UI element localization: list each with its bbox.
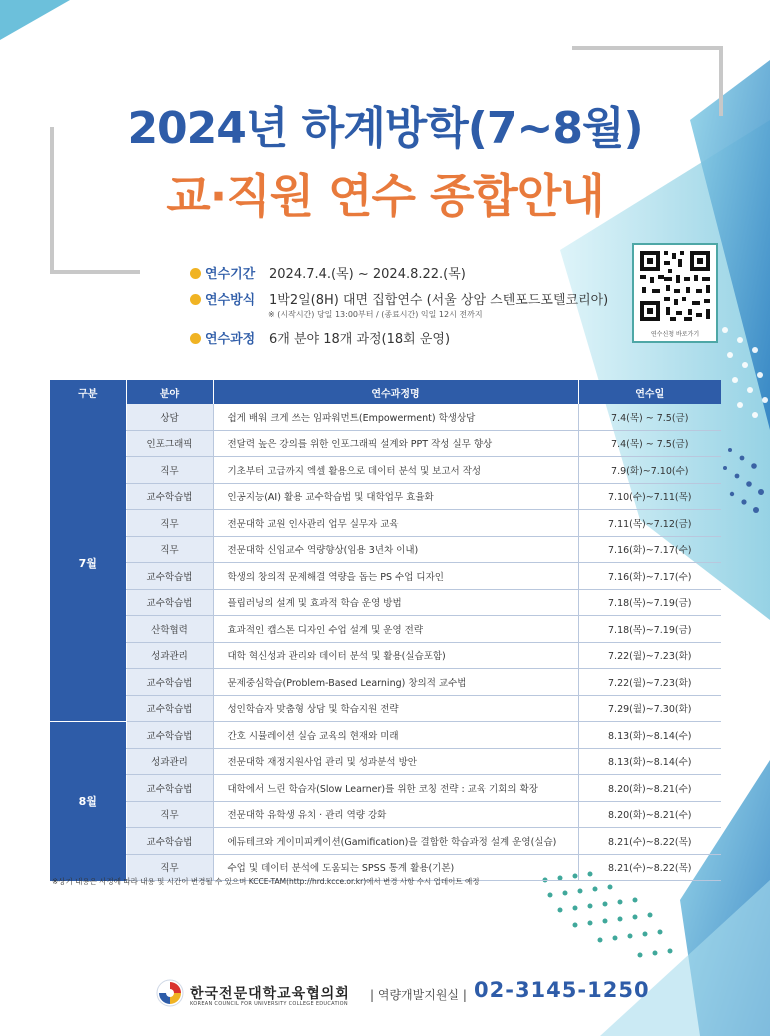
course-cell: 쉽게 배워 크게 쓰는 임파워먼트(Empowerment) 학생상담 bbox=[213, 404, 578, 430]
course-cell: 기초부터 고급까지 엑셀 활용으로 데이터 분석 및 보고서 작성 bbox=[213, 457, 578, 484]
date-cell: 7.22(월)~7.23(화) bbox=[578, 669, 721, 696]
info-label: 연수기간 bbox=[205, 267, 256, 282]
month-cell: 7월 bbox=[50, 404, 126, 722]
header-field: 분야 bbox=[126, 380, 213, 404]
table-row bbox=[50, 801, 721, 828]
table-row bbox=[50, 510, 721, 537]
course-cell: 전문대학 교원 인사관리 업무 실무자 교육 bbox=[213, 510, 578, 537]
bullet-dot-icon bbox=[190, 294, 201, 305]
table-row bbox=[50, 457, 721, 484]
org-logo-icon bbox=[155, 978, 185, 1008]
field-cell: 교수학습법 bbox=[126, 563, 213, 590]
bullet-dot-icon bbox=[190, 268, 201, 279]
field-cell: 직무 bbox=[126, 457, 213, 484]
org-name-english: KOREAN COUNCIL FOR UNIVERSITY COLLEGE EDUCATION bbox=[190, 1001, 348, 1007]
field-cell: 교수학습법 bbox=[126, 828, 213, 855]
date-cell: 7.22(월)~7.23(화) bbox=[578, 642, 721, 669]
info-label: 연수과정 bbox=[205, 332, 256, 347]
table-row bbox=[50, 430, 721, 457]
header-course: 연수과정명 bbox=[213, 380, 578, 404]
course-cell: 효과적인 캡스톤 디자인 수업 설계 및 운영 전략 bbox=[213, 616, 578, 643]
info-value: 6개 분야 18개 과정(18회 운영) bbox=[269, 332, 451, 347]
date-cell: 7.29(월)~7.30(화) bbox=[578, 695, 721, 722]
field-cell: 직무 bbox=[126, 536, 213, 563]
department-name: | 역량개발지원실 | bbox=[370, 988, 467, 1002]
table-row bbox=[50, 695, 721, 722]
qr-code[interactable] bbox=[632, 243, 718, 343]
table-row bbox=[50, 775, 721, 802]
field-cell: 교수학습법 bbox=[126, 775, 213, 802]
footnote: ※상기 내용은 사정에 따라 내용 및 시간이 변경될 수 있으며 KCCE-TAM(http://hrd.kcce.or.kr)에서 변경 사항 수시 업데이트 예정 bbox=[52, 877, 480, 886]
info-period bbox=[190, 263, 466, 282]
field-cell: 교수학습법 bbox=[126, 589, 213, 616]
field-cell: 인포그래픽 bbox=[126, 430, 213, 457]
course-cell: 대학 혁신성과 관리와 데이터 분석 및 활용(실습포함) bbox=[213, 642, 578, 669]
field-cell: 교수학습법 bbox=[126, 722, 213, 749]
course-cell: 전문대학 신임교수 역량향상(임용 3년차 이내) bbox=[213, 536, 578, 563]
date-cell: 8.21(수)~8.22(목) bbox=[578, 828, 721, 855]
course-cell: 플립러닝의 설계 및 효과적 학습 운영 방법 bbox=[213, 589, 578, 616]
field-cell: 교수학습법 bbox=[126, 483, 213, 510]
field-cell: 교수학습법 bbox=[126, 695, 213, 722]
field-cell: 상담 bbox=[126, 404, 213, 430]
header-division: 구분 bbox=[50, 380, 126, 404]
table-row bbox=[50, 563, 721, 590]
date-cell: 8.20(화)~8.21(수) bbox=[578, 775, 721, 802]
field-cell: 직무 bbox=[126, 510, 213, 537]
date-cell: 7.16(화)~7.17(수) bbox=[578, 536, 721, 563]
date-cell: 7.10(수)~7.11(목) bbox=[578, 483, 721, 510]
date-cell: 7.18(목)~7.19(금) bbox=[578, 589, 721, 616]
table-row bbox=[50, 536, 721, 563]
qr-code-icon bbox=[634, 245, 716, 327]
info-value: 2024.7.4.(목) ~ 2024.8.22.(목) bbox=[269, 267, 466, 282]
date-cell: 7.16(화)~7.17(수) bbox=[578, 563, 721, 590]
table-row bbox=[50, 616, 721, 643]
course-cell: 간호 시뮬레이션 실습 교육의 현재와 미래 bbox=[213, 722, 578, 749]
table-row bbox=[50, 722, 721, 749]
date-cell: 8.21(수)~8.22(목) bbox=[578, 854, 721, 881]
info-courses bbox=[190, 328, 450, 347]
qr-caption: 연수신청 바로가기 bbox=[650, 331, 700, 338]
date-cell: 8.13(화)~8.14(수) bbox=[578, 748, 721, 775]
course-cell: 수업 및 데이터 분석에 도움되는 SPSS 통계 활용(기본) bbox=[213, 854, 578, 881]
date-cell: 7.4(목) ~ 7.5(금) bbox=[578, 404, 721, 430]
course-cell: 전문대학 재정지원사업 관리 및 성과분석 방안 bbox=[213, 748, 578, 775]
date-cell: 7.9(화)~7.10(수) bbox=[578, 457, 721, 484]
table-row bbox=[50, 642, 721, 669]
course-cell: 에듀테크와 게이미피케이션(Gamification)을 결합한 학습과정 설계 운영(실습) bbox=[213, 828, 578, 855]
field-cell: 교수학습법 bbox=[126, 669, 213, 696]
date-cell: 8.13(화)~8.14(수) bbox=[578, 722, 721, 749]
main-title: 2024년 하계방학(7~8월) bbox=[127, 103, 643, 154]
table-header-row bbox=[50, 380, 721, 404]
field-cell: 직무 bbox=[126, 801, 213, 828]
table-row bbox=[50, 748, 721, 775]
course-cell: 전달력 높은 강의를 위한 인포그래픽 설계와 PPT 작성 실무 향상 bbox=[213, 430, 578, 457]
sub-title: 교·직원 연수 종합안내 bbox=[166, 169, 604, 223]
info-method bbox=[190, 289, 609, 319]
month-cell: 8월 bbox=[50, 722, 126, 881]
header-date: 연수일 bbox=[578, 380, 721, 404]
course-cell: 성인학습자 맞춤형 상담 및 학습지원 전략 bbox=[213, 695, 578, 722]
org-name: 한국전문대학교육협의회 bbox=[190, 986, 350, 1002]
date-cell: 7.11(목)~7.12(금) bbox=[578, 510, 721, 537]
course-cell: 문제중심학습(Problem-Based Learning) 창의적 교수법 bbox=[213, 669, 578, 696]
table-row bbox=[50, 669, 721, 696]
field-cell: 산학협력 bbox=[126, 616, 213, 643]
course-cell: 인공지능(AI) 활용 교수학습법 및 대학업무 효율화 bbox=[213, 483, 578, 510]
table-row bbox=[50, 483, 721, 510]
phone-number[interactable]: 02-3145-1250 bbox=[474, 978, 650, 1002]
bullet-dot-icon bbox=[190, 333, 201, 344]
info-subnote: ※ (시작시간) 당일 13:00부터 / (종료시간) 익일 12시 전까지 bbox=[268, 310, 483, 319]
field-cell: 성과관리 bbox=[126, 748, 213, 775]
course-cell: 대학에서 느린 학습자(Slow Learner)를 위한 코칭 전략 : 교육 기회의 확장 bbox=[213, 775, 578, 802]
info-value: 1박2일(8H) 대면 집합연수 (서울 상암 스텐포드포텔코리아) bbox=[269, 293, 609, 308]
table-row bbox=[50, 404, 721, 430]
table-row bbox=[50, 828, 721, 855]
date-cell: 7.4(목) ~ 7.5(금) bbox=[578, 430, 721, 457]
info-label: 연수방식 bbox=[205, 293, 256, 308]
table-row bbox=[50, 589, 721, 616]
course-cell: 전문대학 유학생 유치 · 관리 역량 강화 bbox=[213, 801, 578, 828]
course-table bbox=[50, 380, 721, 881]
date-cell: 8.20(화)~8.21(수) bbox=[578, 801, 721, 828]
field-cell: 직무 bbox=[126, 854, 213, 881]
date-cell: 7.18(목)~7.19(금) bbox=[578, 616, 721, 643]
field-cell: 성과관리 bbox=[126, 642, 213, 669]
course-cell: 학생의 창의적 문제해결 역량을 돕는 PS 수업 디자인 bbox=[213, 563, 578, 590]
